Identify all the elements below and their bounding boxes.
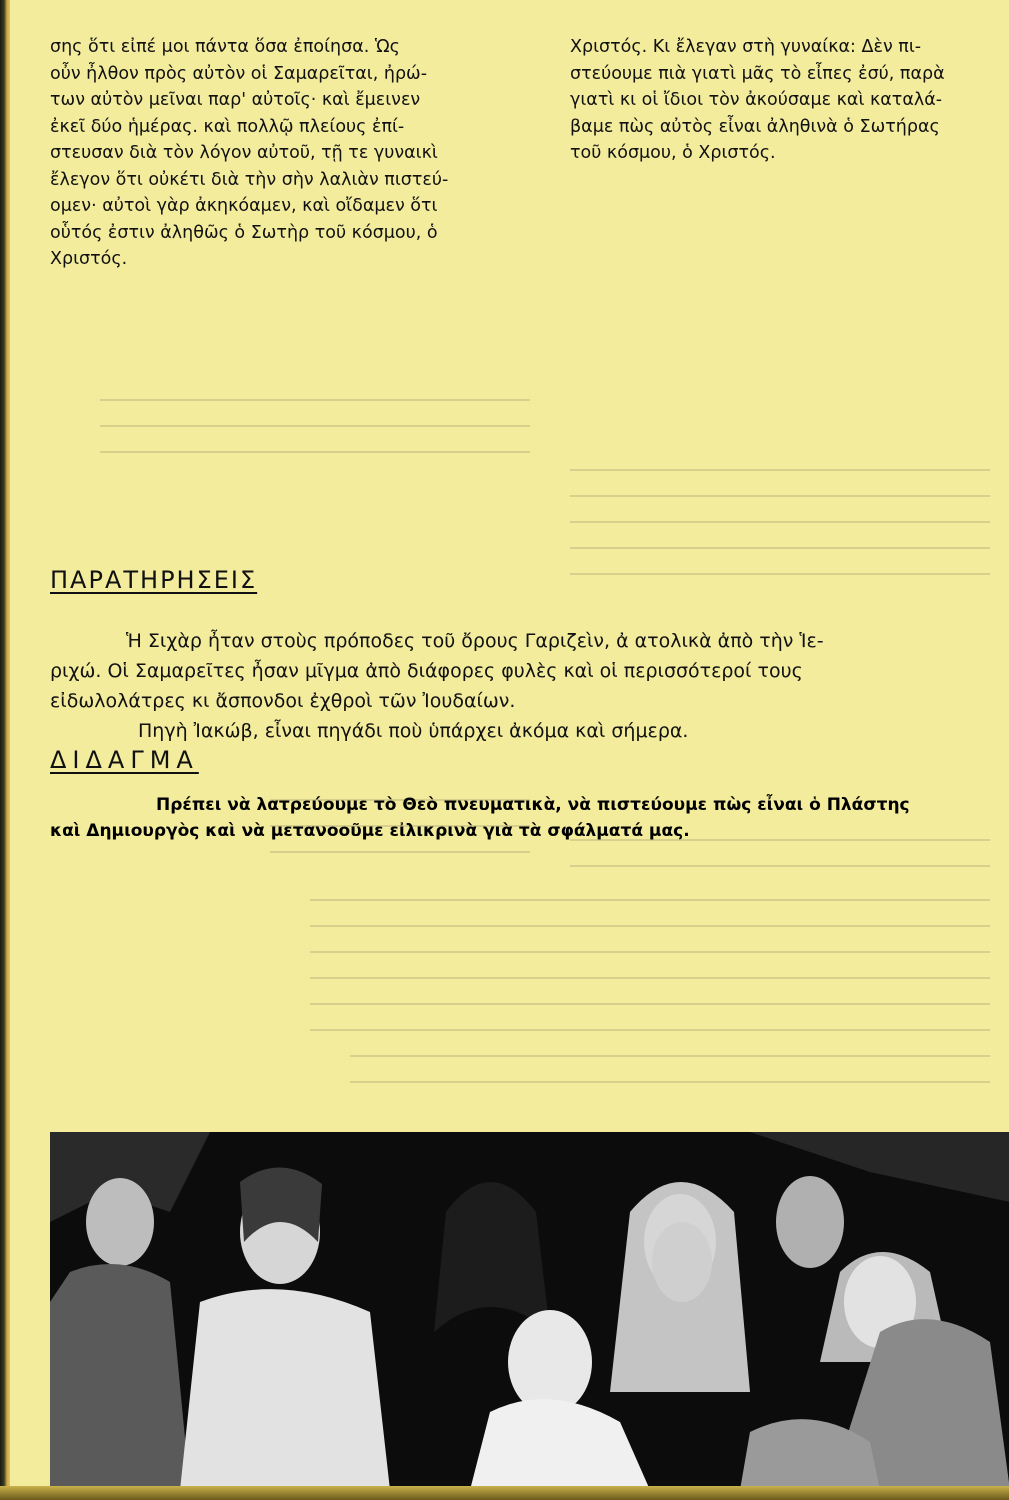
text-line: σης ὅτι εἰπέ μοι πάντα ὅσα ἐποίησα. Ὡς: [50, 37, 400, 57]
crowd-illustration: [50, 1132, 1009, 1490]
text-line: Χριστός. Κι ἔλεγαν στὴ γυναίκα: Δὲν πι-: [570, 37, 922, 57]
page-bottom-edge: [0, 1486, 1009, 1500]
text-line: βαμε πὼς αὐτὸς εἶναι ἀληθινὰ ὁ Σωτήρας: [570, 116, 940, 137]
scripture-original-text: [50, 34, 530, 273]
text-line: ἔλεγον ὅτι οὐκέτι διὰ τὴν σὴν λαλιὰν πιστεύ-: [50, 169, 449, 190]
text-line: στεύουμε πιὰ γιατὶ μᾶς τὸ εἶπες ἐσύ, παρὰ: [570, 63, 945, 84]
text-line: των αὐτὸν μεῖναι παρ' αὐτοῖς· καὶ ἔμεινεν: [50, 90, 421, 110]
notes-line: Πηγὴ Ἰακώβ, εἶναι πηγάδι ποὺ ὑπάρχει ἀκόμα καὶ σήμερα.: [138, 720, 689, 742]
text-line: ομεν· αὐτοὶ γὰρ ἀκηκόαμεν, καὶ οἴδαμεν ὅτι: [50, 196, 438, 216]
text-line: τοῦ κόσμου, ὁ Χριστός.: [570, 143, 776, 163]
notes-body: [50, 626, 1009, 746]
text-line: Χριστός.: [50, 249, 128, 269]
notes-line: εἰδωλολάτρες κι ἄσπονδοι ἐχθροὶ τῶν Ἰουδαίων.: [50, 690, 516, 712]
text-line: ἐκεῖ δύο ἡμέρας. καὶ πολλῷ πλείους ἐπί-: [50, 116, 405, 137]
text-line: οὗτός ἐστιν ἀληθῶς ὁ Σωτὴρ τοῦ κόσμου, ὁ: [50, 222, 438, 243]
text-line: γιατὶ κι οἱ ἴδιοι τὸν ἀκούσαμε καὶ καταλά-: [570, 90, 943, 110]
scripture-translation-text: [570, 34, 1009, 167]
teaching-line: καὶ Δημιουργὸς καὶ νὰ μετανοοῦμε εἰλικρινὰ γιὰ τὰ σφάλματά μας.: [50, 821, 690, 841]
notes-line: Ἡ Σιχὰρ ἦταν στοὺς πρόποδες τοῦ ὄρους Γαριζεὶν, ἀ ατολικὰ ἀπὸ τὴν Ἱε-: [126, 630, 824, 652]
magazine-page: [10, 0, 1009, 1500]
text-line: οὖν ἦλθον πρὸς αὐτὸν οἱ Σαμαρεῖται, ἠρώ-: [50, 63, 428, 84]
page-binding-edge: [0, 0, 10, 1500]
teaching-body: [50, 792, 1009, 844]
notes-line: ριχώ. Οἱ Σαμαρεῖτες ἦσαν μῖγμα ἀπὸ διάφορες φυλὲς καὶ οἱ περισσότεροί τους: [50, 660, 803, 682]
notes-heading: ΠΑΡΑΤΗΡΗΣΕΙΣ: [50, 566, 258, 594]
illustration-figures: [50, 1132, 1009, 1490]
text-line: στευσαν διὰ τὸν λόγον αὐτοῦ, τῇ τε γυναικὶ: [50, 143, 438, 163]
teaching-line: Πρέπει νὰ λατρεύουμε τὸ Θεὸ πνευματικὰ, νὰ πιστεύουμε πὼς εἶναι ὁ Πλάστης: [156, 795, 910, 815]
teaching-heading: ΔΙΔΑΓΜΑ: [50, 746, 199, 774]
